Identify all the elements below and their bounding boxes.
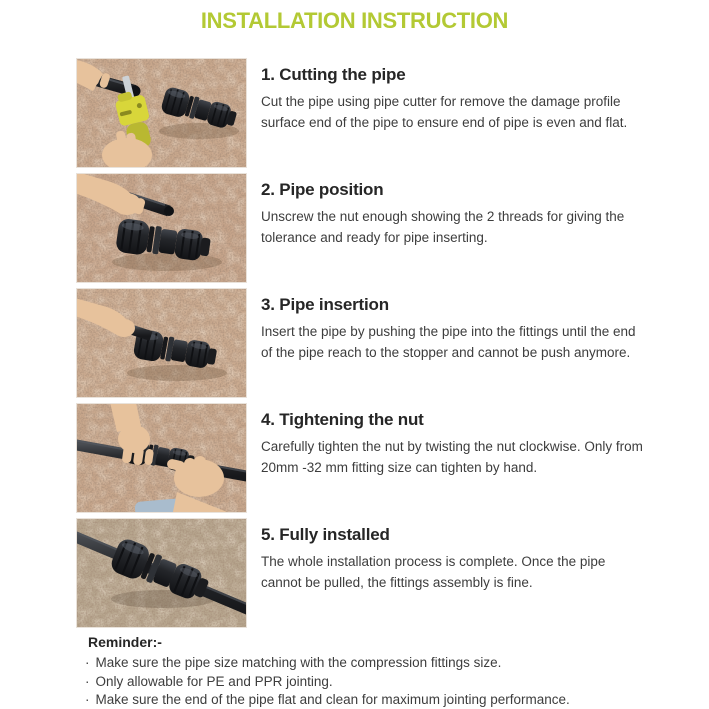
reminder-item <box>85 673 709 692</box>
step-body-line: Unscrew the nut enough showing the 2 threads for giving the <box>261 209 625 224</box>
reminder-item-text: Make sure the pipe size matching with the compression fittings size. <box>95 655 502 670</box>
step-2-text <box>261 174 699 282</box>
reminder-item-text: Only allowable for PE and PPR jointing. <box>95 673 333 689</box>
step-body-line: 20mm -32 mm fitting size can tighten by hand. <box>261 460 538 475</box>
step-body-line: Insert the pipe by pushing the pipe into the fittings until the end <box>261 324 636 339</box>
page-title: INSTALLATION INSTRUCTION <box>200 8 509 33</box>
step-row-2 <box>77 174 709 282</box>
bullet-glyph: · <box>85 655 90 670</box>
step-5-text <box>261 519 699 627</box>
reminder-section <box>85 634 709 709</box>
step-body-line: surface end of the pipe to ensure end of pipe is even and flat. <box>261 115 628 130</box>
step-heading: 1. Cutting the pipe <box>261 65 406 84</box>
step-3-photo-insertion <box>77 289 246 397</box>
reminder-item <box>85 654 709 673</box>
step-body-line: The whole installation process is complete. Once the pipe <box>261 554 606 569</box>
step-row-3 <box>77 289 709 397</box>
step-body-line: Carefully tighten the nut by twisting the nut clockwise. Only from <box>261 439 643 454</box>
reminder-title: Reminder:- <box>88 634 162 650</box>
step-row-1 <box>77 59 709 167</box>
step-5-photo-installed <box>77 519 246 627</box>
step-heading: 2. Pipe position <box>261 180 384 199</box>
step-2-photo-position <box>77 174 246 282</box>
step-heading: 4. Tightening the nut <box>261 410 424 429</box>
step-body-line: cannot be pulled, the fittings assembly is fine. <box>261 575 533 590</box>
step-heading: 3. Pipe insertion <box>261 295 389 314</box>
step-row-4 <box>77 404 709 512</box>
step-4-text <box>261 404 699 512</box>
step-row-5 <box>77 519 709 627</box>
bullet-glyph: · <box>85 673 90 689</box>
step-1-photo-cutting <box>77 59 246 167</box>
bullet-glyph: · <box>85 692 90 707</box>
step-1-text <box>261 59 699 167</box>
step-body-line: tolerance and ready for pipe inserting. <box>261 230 488 245</box>
step-body-line: of the pipe reach to the stopper and cannot be push anymore. <box>261 345 631 360</box>
step-body-line: Cut the pipe using pipe cutter for remove the damage profile <box>261 94 621 109</box>
steps-list <box>77 59 709 627</box>
reminder-item-text: Make sure the end of the pipe flat and clean for maximum jointing performance. <box>95 692 570 707</box>
step-3-text <box>261 289 699 397</box>
step-4-photo-tightening <box>77 404 246 512</box>
step-heading: 5. Fully installed <box>261 525 390 544</box>
reminder-item <box>85 691 709 709</box>
